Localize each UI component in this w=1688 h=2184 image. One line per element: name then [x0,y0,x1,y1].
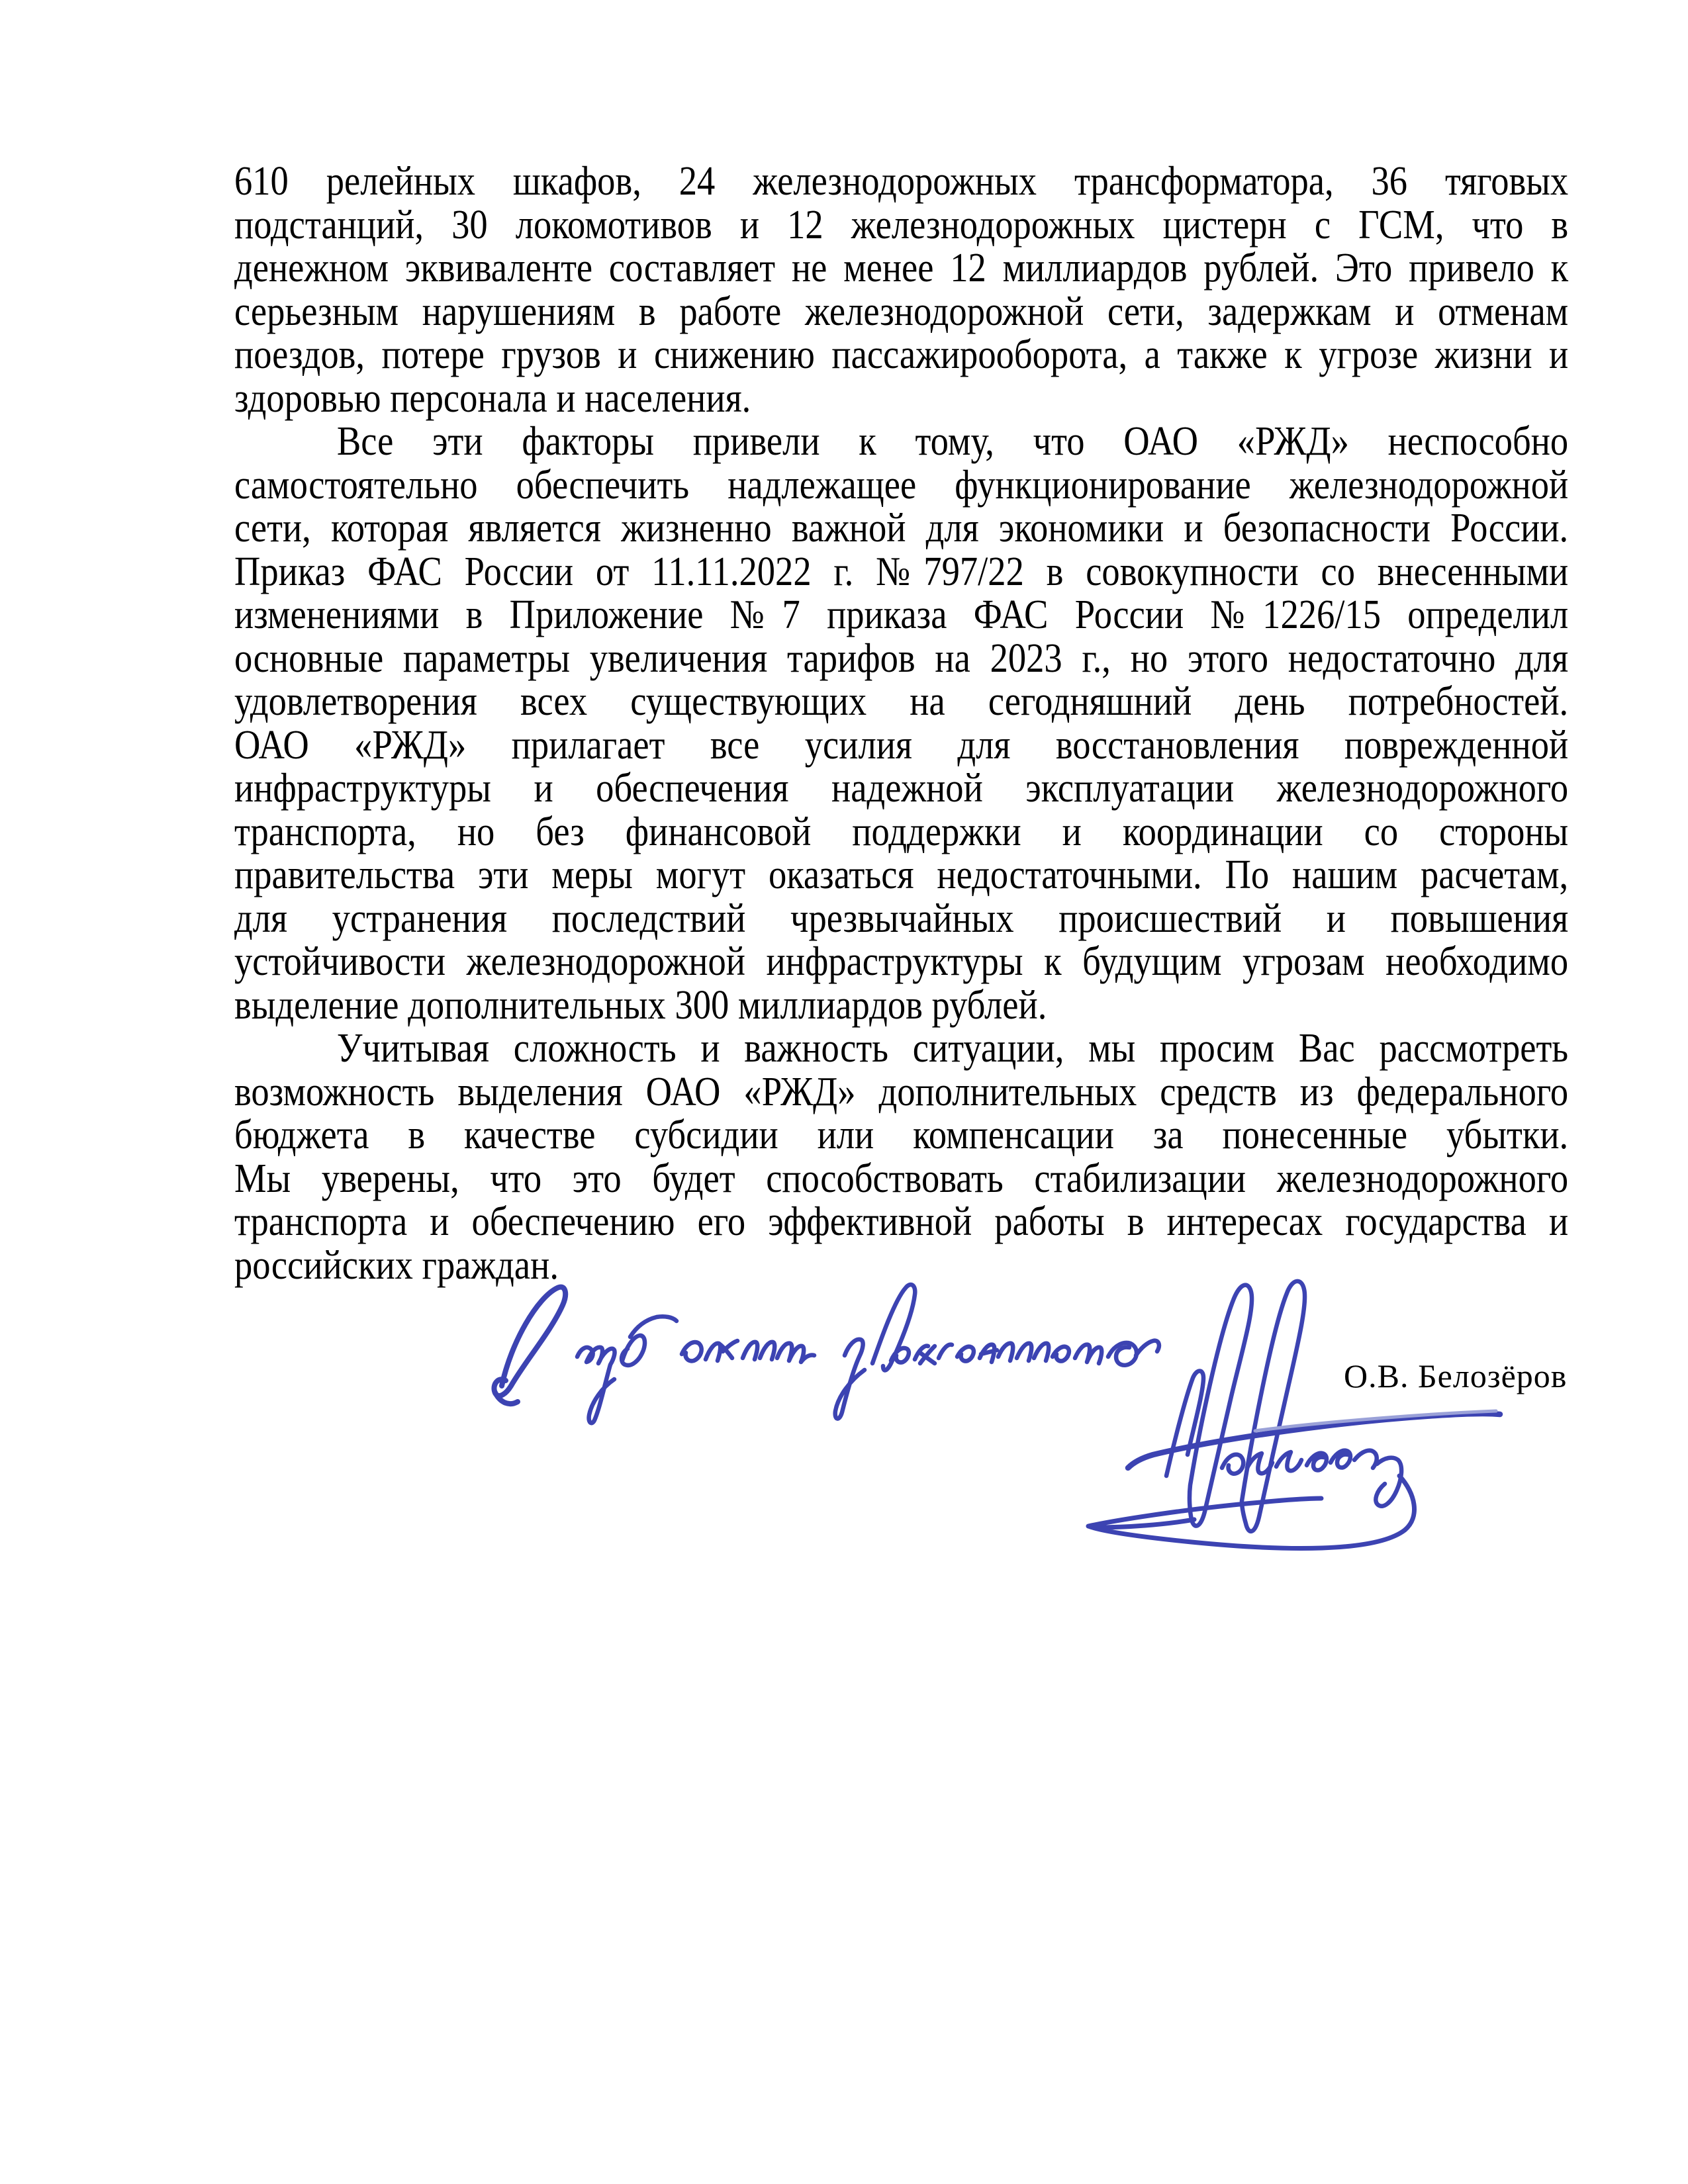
text-line-p2-l9: инфраструктуры и обеспечения надежной эксплуатации железнодорожного [234,766,1569,811]
text-line-p2-l2: самостоятельно обеспечить надлежащее функционирование железнодорожной [234,462,1569,508]
signature-word1-stroke [577,1316,814,1423]
text-line-p3-l4: Мы уверены, что это будет способствовать стабилизации железнодорожного [234,1156,1569,1201]
text-line-p2-l11: правительства эти меры могут оказаться недостаточными. По нашим расчетам, [234,852,1569,897]
text-line-p3-l6: российских граждан. [234,1242,559,1288]
text-line-p2-l10: транспорта, но без финансовой поддержки и координации со стороны [234,809,1569,854]
text-line-p2-l3: сети, которая является жизненно важной для экономики и безопасности России. [234,506,1569,551]
text-line-p2-l8: ОАО «РЖД» прилагает все усилия для восстановления поврежденной [234,722,1569,768]
text-line-p2-l14: выделение дополнительных 300 миллиардов рублей. [234,982,1047,1028]
signature-letter-s-stroke [494,1287,565,1404]
signer-name: О.В. Белозёров [1344,1357,1568,1394]
text-line-p1-l6: здоровью персонала и населения. [234,375,751,421]
handwritten-signature [463,1257,1622,1588]
text-line-p1-l3: денежном эквиваленте составляет не менее 12 миллиардов рублей. Это привело к [234,246,1569,291]
text-line-p3-l5: транспорта и обеспечению его эффективной работы в интересах государства и [234,1199,1569,1244]
text-line-p2-l6: основные параметры увеличения тарифов на 2023 г., но этого недостаточно для [234,635,1569,681]
text-line-p1-l1: 610 релейных шкафов, 24 железнодорожных трансформатора, 36 тяговых [234,159,1569,204]
signature-flourish-loops-stroke [1166,1281,1305,1531]
text-line-p2-l4: Приказ ФАС России от 11.11.2022 г. №797/22 в совокупности со внесенными [234,549,1569,594]
text-line-p3-l2: возможность выделения ОАО «РЖД» дополнительных средств из федерального [234,1069,1569,1115]
text-line-p2-l12: для устранения последствий чрезвычайных происшествий и повышения [234,895,1569,941]
text-line-p1-l2: подстанций, 30 локомотивов и 12 железнодорожных цистерн с ГСМ, что в [234,202,1569,248]
text-line-p1-l4: серьезным нарушениям в работе железнодорожной сети, задержкам и отменам [234,289,1569,334]
letter-body [234,160,1568,1287]
signature-bottom-bow-stroke [1088,1476,1414,1549]
signature-surname-stroke [1222,1451,1401,1506]
text-line-p2-l5: изменениями в Приложение №7 приказа ФАС России №1226/15 определил [234,592,1569,637]
text-line-p2-l13: устойчивости железнодорожной инфраструктуры к будущим угрозам необходимо [234,939,1569,984]
text-line-p1-l5: поездов, потере грузов и снижению пассажирооборота, а также к угрозе жизни и [234,332,1569,377]
signature-strike-echo-stroke [1255,1411,1496,1431]
text-line-p2-l7: удовлетворения всех существующих на сегодняшний день потребностей. [234,679,1569,724]
signature-ink-strokes [494,1281,1500,1549]
text-line-p3-l1: Учитывая сложность и важность ситуации, мы просим Вас рассмотреть [336,1026,1569,1071]
text-line-p2-l1: Все эти факторы привели к тому, что ОАО «РЖД» неспособно [336,419,1569,464]
signature-strike-stroke [1128,1414,1500,1468]
signature-word2-stroke [835,1285,1159,1419]
text-line-p3-l3: бюджета в качестве субсидии или компенсации за понесенные убытки. [234,1113,1569,1158]
